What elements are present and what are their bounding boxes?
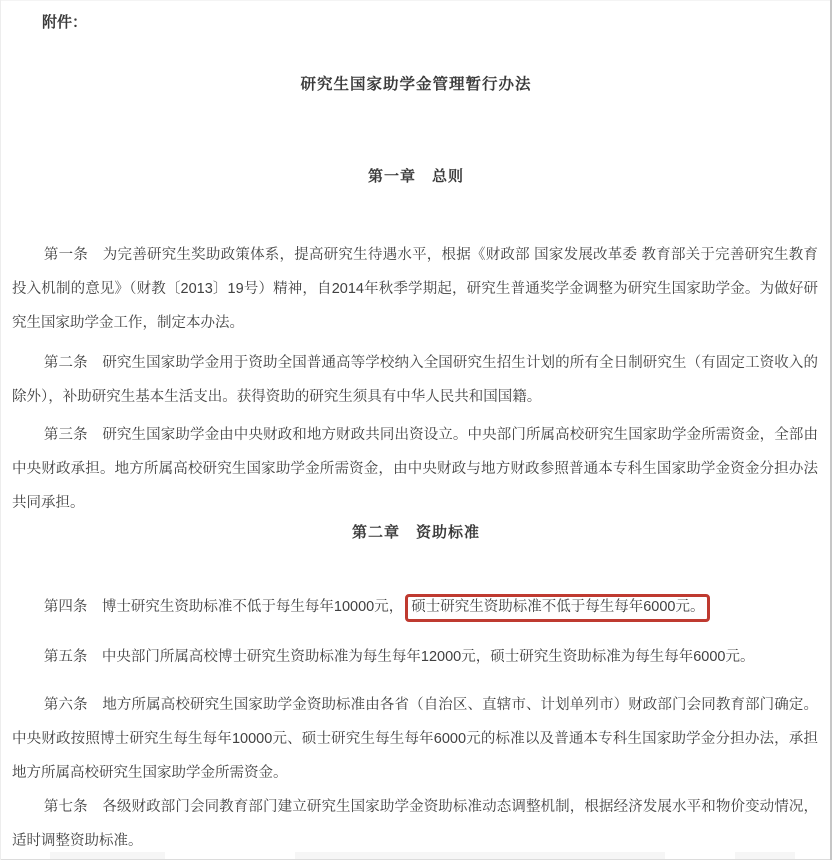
attachment-label: 附件：: [42, 14, 88, 31]
highlighted-text: 硕士研究生资助标准不低于每生每年6000元。: [405, 594, 710, 622]
article-paragraph-3: 第三条 研究生国家助学金由中央财政和地方财政共同出资设立。中央部门所属高校研究生国家助学金所需资金，全部由中央财政承担。地方所属高校研究生国家助学金所需资金，由中央财政与地方财政参照普通本专科生国家助学金资金分担办法共同承担。: [12, 427, 818, 511]
article-paragraph-1: 第一条 为完善研究生奖助政策体系，提高研究生待遇水平，根据《财政部 国家发展改革委 教育部关于完善研究生教育投入机制的意见》（财教〔2013〕19号）精神，自2014年秋季学期起，研究生普通奖学金调整为研究生国家助学金。为做好研究生国家助学金工作，制定本办法。: [12, 247, 818, 331]
article-paragraph-5: 第五条 中央部门所属高校博士研究生资助标准为每生每年12000元，硕士研究生资助标准为每生每年6000元。: [43, 649, 755, 665]
article-4-text: 第四条 博士研究生资助标准不低于每生每年10000元，: [43, 599, 404, 615]
chapter-heading-1: 第一章 总则: [367, 168, 464, 185]
article-paragraph-4: [12, 590, 818, 624]
cutoff-text-remnant: [0, 852, 832, 859]
chapter-heading-2: 第二章 资助标准: [351, 524, 480, 541]
document-title: 研究生国家助学金管理暂行办法: [300, 76, 532, 93]
article-paragraph-6: 第六条 地方所属高校研究生国家助学金资助标准由各省（自治区、直辖市、计划单列市）财政部门会同教育部门确定。中央财政按照博士研究生每生每年10000元、硕士研究生每生每年6000元的标准以及普通本专科生国家助学金分担办法，承担地方所属高校研究生国家助学金所需资金。: [12, 697, 818, 781]
article-paragraph-7: 第七条 各级财政部门会同教育部门建立研究生国家助学金资助标准动态调整机制，根据经济发展水平和物价变动情况，适时调整资助标准。: [12, 799, 818, 849]
article-paragraph-2: 第二条 研究生国家助学金用于资助全国普通高等学校纳入全国研究生招生计划的所有全日制研究生（有固定工资收入的除外），补助研究生基本生活支出。获得资助的研究生须具有中华人民共和国国籍。: [12, 355, 818, 405]
